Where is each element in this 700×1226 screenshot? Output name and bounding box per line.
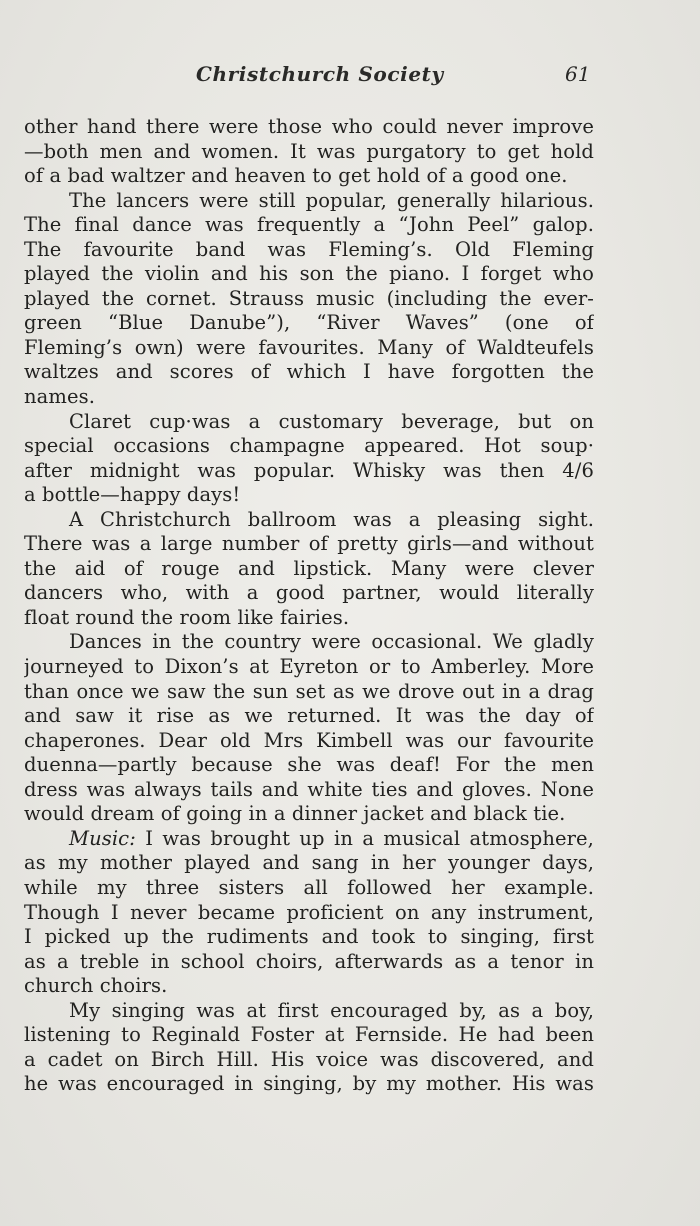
paragraph-start-line: The lancers were still popular, generally hilarious.: [69, 188, 594, 212]
text-line: would dream of going in a dinner jacket and black tie.: [24, 802, 566, 826]
text-line: The final dance was frequently a “John Peel” galop.: [24, 213, 594, 237]
text-line: of a bad waltzer and heaven to get hold of a good one.: [24, 164, 568, 188]
text-line: There was a large number of pretty girls—and without: [24, 532, 594, 556]
text-line: he was encouraged in singing, by my mother. His was: [24, 1072, 594, 1096]
text-line: special occasions champagne appeared. Hot soup·: [24, 434, 594, 458]
text-line: The favourite band was Fleming’s. Old Fleming: [24, 237, 594, 261]
paragraph-start-line: Dances in the country were occasional. We gladly: [69, 630, 594, 654]
text-line: listening to Reginald Foster at Fernside. He had been: [24, 1023, 594, 1047]
text-line: waltzes and scores of which I have forgotten the: [24, 360, 594, 384]
paragraph-start-line: Claret cup·was a customary beverage, but on: [69, 409, 594, 433]
text-line: and saw it rise as we returned. It was the day of: [24, 704, 594, 728]
music-line-text: I was brought up in a musical atmosphere,: [145, 826, 594, 850]
text-line: church choirs.: [24, 974, 168, 998]
text-line: the aid of rouge and lipstick. Many were clever: [24, 556, 594, 580]
text-line: Though I never became proficient on any instrument,: [24, 900, 594, 924]
text-line: played the cornet. Strauss music (including the ever-: [24, 286, 594, 310]
text-line: dress was always tails and white ties and gloves. None: [24, 777, 594, 801]
text-line: a cadet on Birch Hill. His voice was discovered, and: [24, 1047, 594, 1071]
text-line: float round the room like fairies.: [24, 605, 350, 629]
paragraph-start-line: A Christchurch ballroom was a pleasing sight.: [69, 507, 594, 531]
text-line: dancers who, with a good partner, would literally: [24, 581, 594, 605]
text-line: —both men and women. It was purgatory to get hold: [24, 139, 594, 163]
text-line: other hand there were those who could never improve: [24, 115, 594, 138]
running-header: [0, 62, 700, 94]
music-section-label: Music:: [69, 826, 136, 850]
text-line: as my mother played and sang in her younger days,: [24, 851, 594, 875]
text-line: Fleming’s own) were favourites. Many of Waldteufels: [24, 335, 594, 359]
running-title: Christchurch Society: [196, 62, 444, 86]
text-line: while my three sisters all followed her example.: [24, 875, 594, 899]
text-line: chaperones. Dear old Mrs Kimbell was our favourite: [24, 728, 594, 752]
text-line: after midnight was popular. Whisky was then 4/6: [24, 458, 594, 482]
text-line: as a treble in school choirs, afterwards as a tenor in: [24, 949, 594, 973]
text-line: green “Blue Danube”), “River Waves” (one of: [24, 311, 594, 335]
text-line: names.: [24, 385, 96, 409]
paragraph-start-line: My singing was at first encouraged by, as a boy,: [69, 998, 594, 1022]
text-line: played the violin and his son the piano. I forget who: [24, 262, 594, 286]
text-line: than once we saw the sun set as we drove out in a drag: [24, 679, 594, 703]
text-line: I picked up the rudiments and took to singing, first: [24, 925, 594, 949]
text-line: duenna—partly because she was deaf! For the men: [24, 753, 594, 777]
text-line: journeyed to Dixon’s at Eyreton or to Amberley. More: [24, 655, 594, 679]
body-text: [24, 115, 594, 1097]
page-number: 61: [565, 62, 591, 86]
text-line: a bottle—happy days!: [24, 483, 241, 507]
paragraph-start-line: [24, 827, 594, 852]
